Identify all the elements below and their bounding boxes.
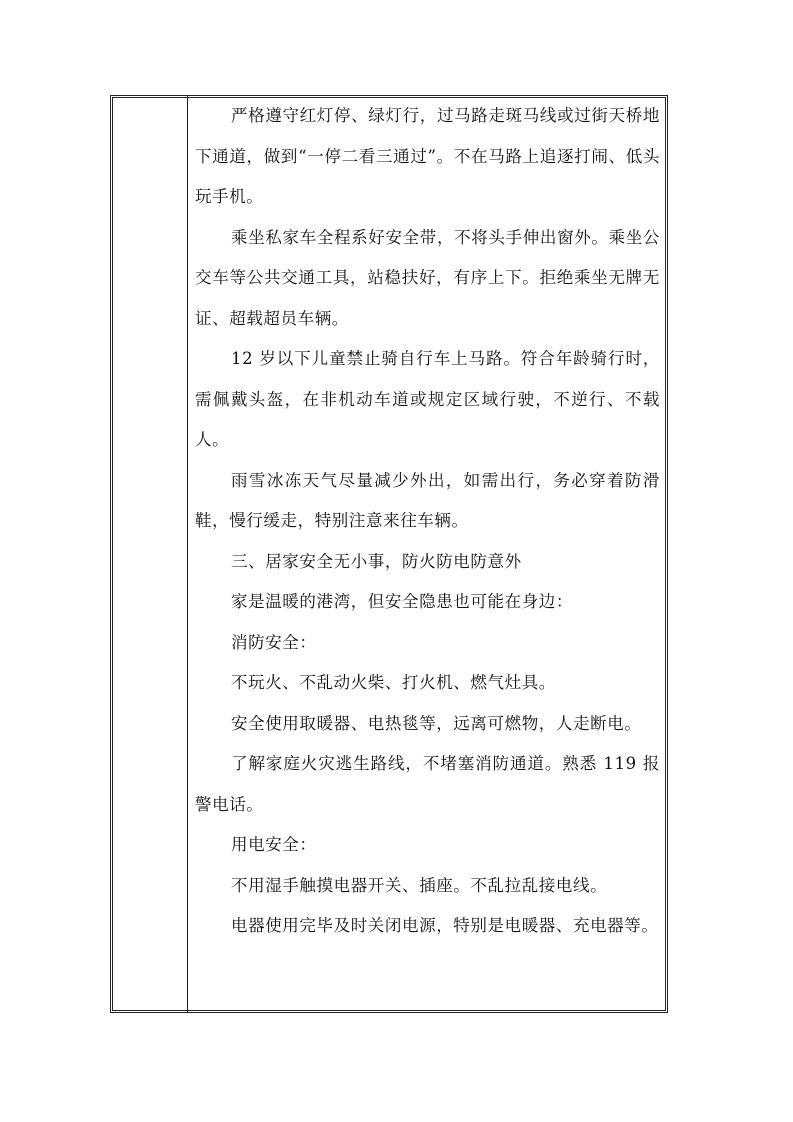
empty-label-cell bbox=[113, 98, 187, 1010]
content-cell bbox=[195, 96, 660, 947]
paragraph-cycling: 12 岁以下儿童禁止骑自行车上马路。符合年龄骑行时，需佩戴头盔，在非机动车道或规定区域行驶，不逆行、不载人。 bbox=[195, 349, 660, 449]
section-heading-home-safety: 三、居家安全无小事，防火防电防意外 bbox=[231, 551, 522, 571]
paragraph-power-off: 电器使用完毕及时关闭电源，特别是电暖器、充电器等。 bbox=[231, 916, 659, 935]
paragraph-traffic-rules: 严格遵守红灯停、绿灯行，过马路走斑马线或过街天桥地下通道，做到“一停二看三通过”。不在马路上追逐打闹、低头玩手机。 bbox=[195, 106, 660, 206]
column-divider bbox=[187, 95, 188, 1013]
paragraph-vehicle-safety: 乘坐私家车全程系好安全带，不将头手伸出窗外。乘坐公交车等公共交通工具，站稳扶好，有序上下。拒绝乘坐无牌无证、超载超员车辆。 bbox=[195, 227, 660, 328]
subheading-fire-safety: 消防安全： bbox=[231, 632, 317, 652]
paragraph-bad-weather: 雨雪冰冻天气尽量减少外出，如需出行，务必穿着防滑鞋，慢行缓走，特别注意来往车辆。 bbox=[195, 470, 660, 530]
paragraph-escape-route: 了解家庭火灾逃生路线，不堵塞消防通道。熟悉 119 报警电话。 bbox=[195, 754, 660, 814]
paragraph-home-intro: 家是温暖的港湾，但安全隐患也可能在身边： bbox=[231, 592, 573, 611]
paragraph-no-fire-play: 不玩火、不乱动火柴、打火机、燃气灶具。 bbox=[231, 673, 556, 692]
paragraph-heater-use: 安全使用取暖器、电热毯等，远离可燃物，人走断电。 bbox=[231, 713, 642, 733]
paragraph-wet-hands: 不用湿手触摸电器开关、插座。不乱拉乱接电线。 bbox=[231, 875, 608, 895]
subheading-electrical-safety: 用电安全： bbox=[231, 835, 317, 854]
